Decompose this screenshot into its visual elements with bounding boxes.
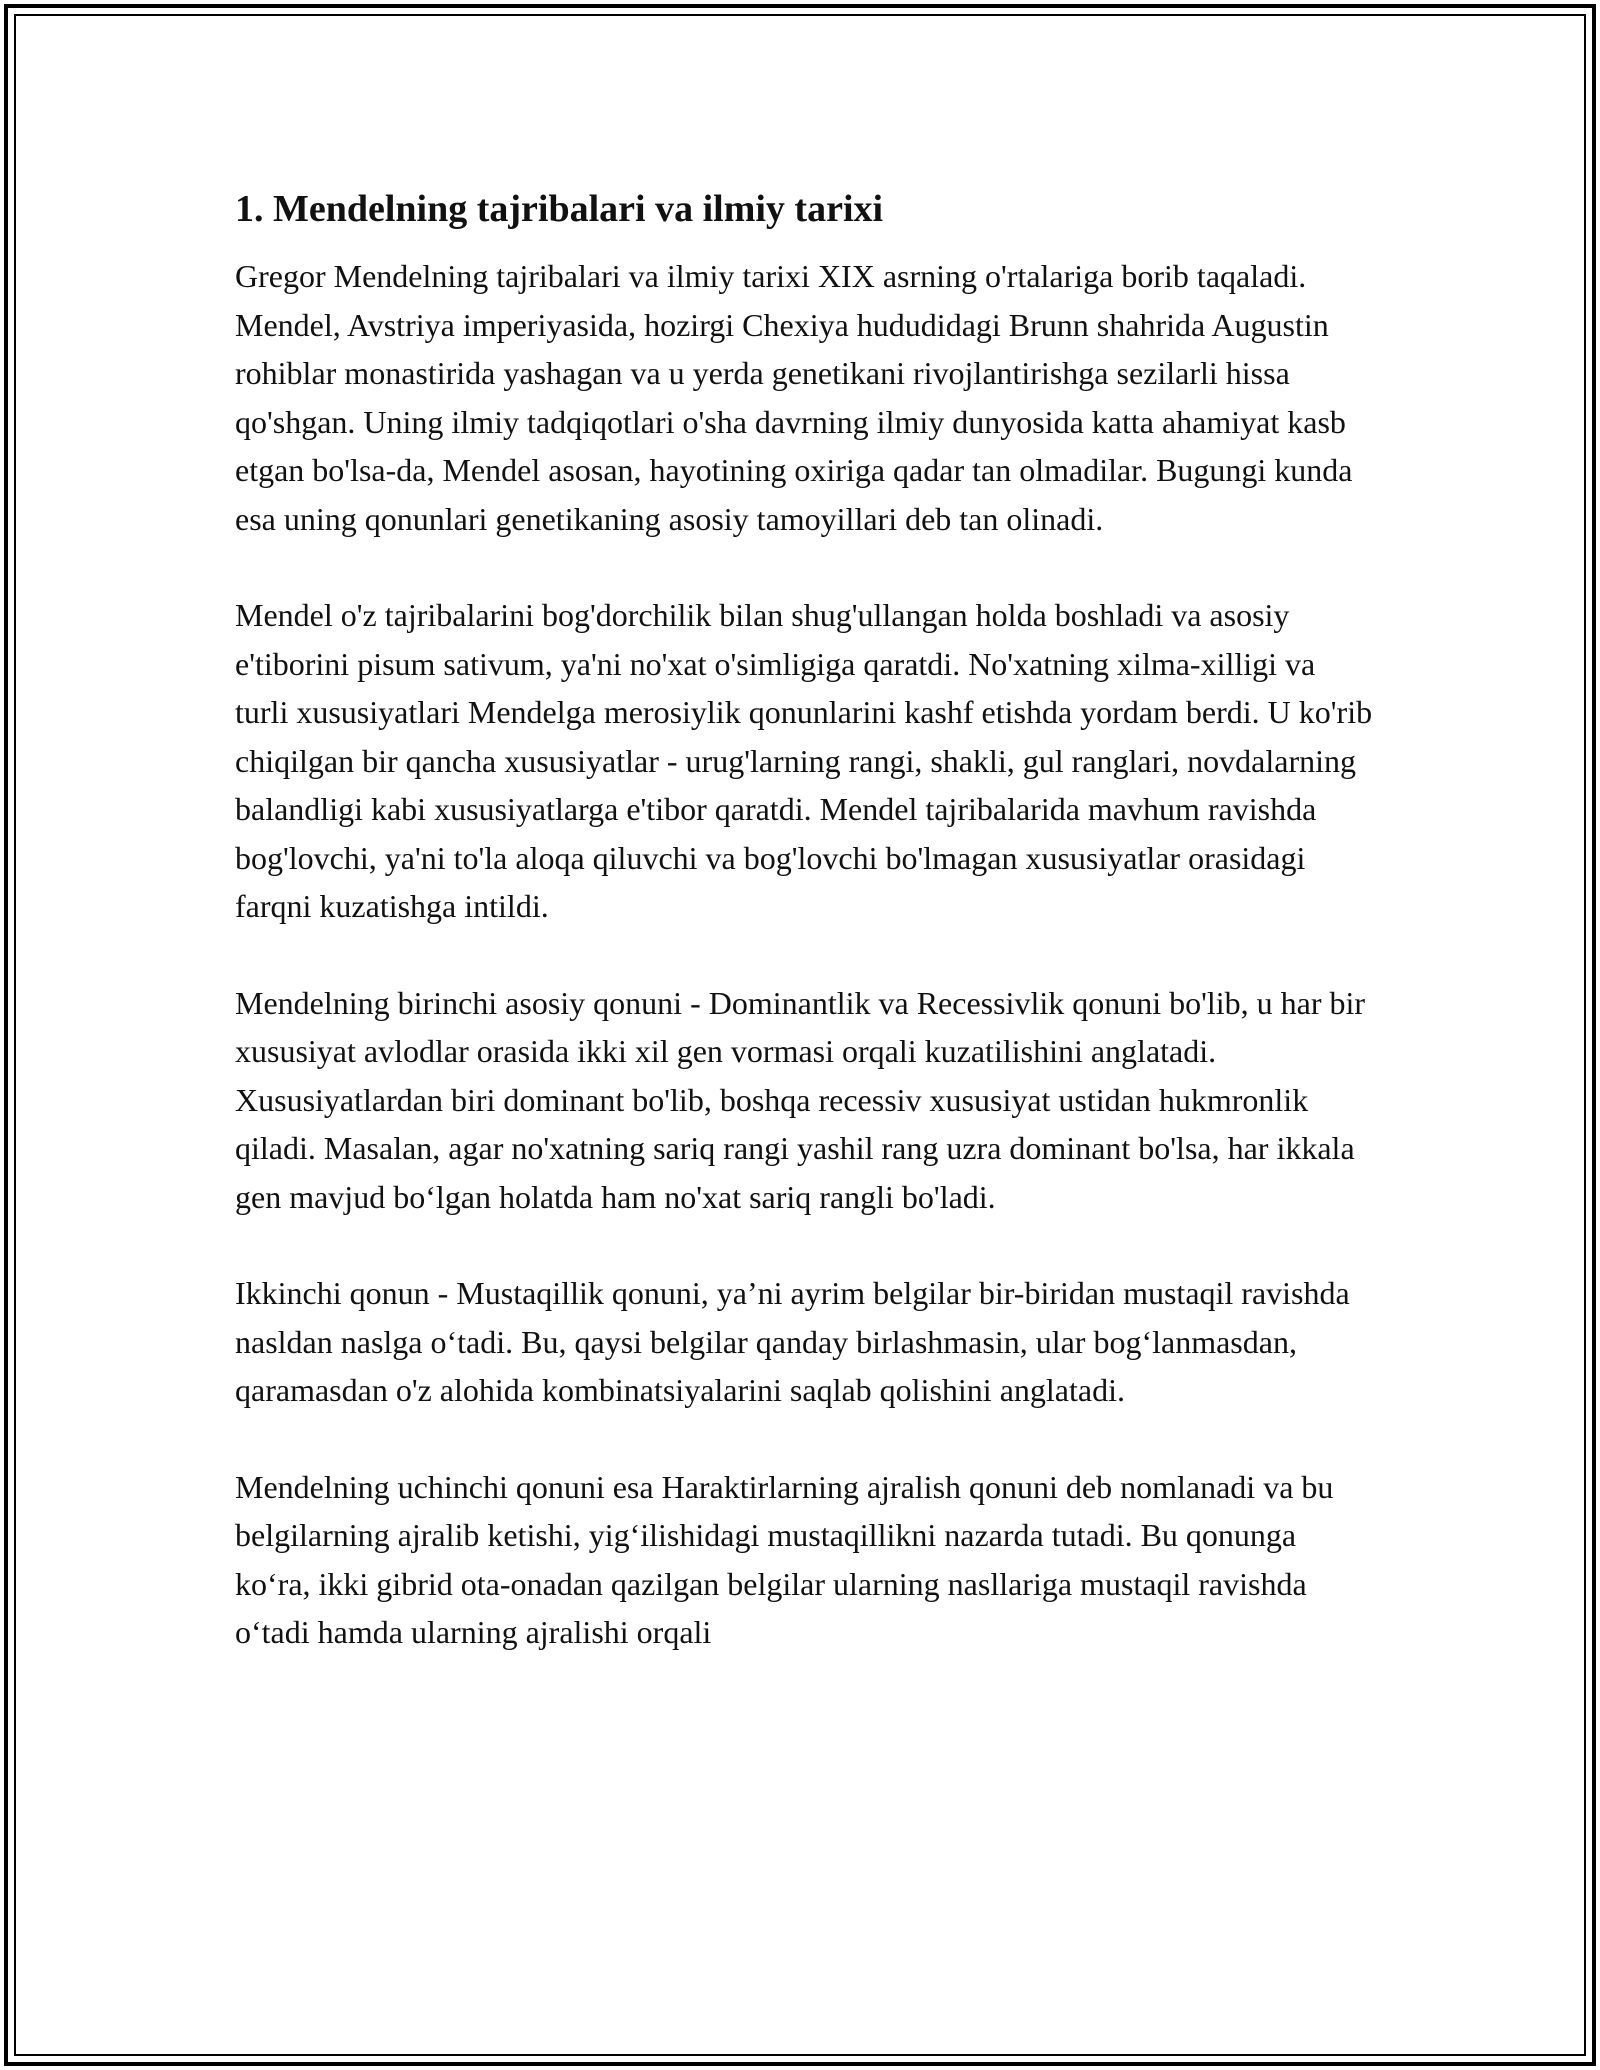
- paragraph-5: Mendelning uchinchi qonuni esa Haraktirlarning ajralish qonuni deb nomlanadi va bu belgilarning ajralib ketishi, yigʻilishidagi mustaqillikni nazarda tutadi. Bu qonunga koʻra, ikki gibrid ota-onadan qazilgan belgilar ularning nasllariga mustaqil ravishda oʻtadi hamda ularning ajralishi orqali: [235, 1468, 1334, 1650]
- paragraph-3: Mendelning birinchi asosiy qonuni - Dominantlik va Recessivlik qonuni bo'lib, u har bir xususiyat avlodlar orasida ikki xil gen vormasi orqali kuzatilishini anglatadi. Xususiyatlardan biri dominant bo'lib, boshqa recessiv xususiyat ustidan hukmronlik qiladi. Masalan, agar no'xatning sariq rangi yashil rang uzra dominant bo'lsa, har ikkala gen mavjud boʻlgan holatda ham no'xat sariq rangli bo'ladi.: [235, 984, 1366, 1215]
- document-body: [235, 185, 1375, 1705]
- paragraph-2: Mendel o'z tajribalarini bog'dorchilik bilan shug'ullangan holda boshladi va asosiy e'tiborini pisum sativum, ya'ni no'xat o'simligiga qaratdi. No'xatning xilma-xilligi va turli xususiyatlari Mendelga merosiylik qonunlarini kashf etishda yordam berdi. U ko'rib chiqilgan bir qancha xususiyatlar - urug'larning rangi, shakli, gul ranglari, novdalarning balandligi kabi xususiyatlarga e'tibor qaratdi. Mendel tajribalarida mavhum ravishda bog'lovchi, ya'ni to'la aloqa qiluvchi va bog'lovchi bo'lmagan xususiyatlar orasidagi farqni kuzatishga intildi.: [235, 597, 1373, 924]
- paragraph-1: Gregor Mendelning tajribalari va ilmiy tarixi XIX asrning o'rtalariga borib taqaladi. Mendel, Avstriya imperiyasida, hozirgi Chexiya hududidagi Brunn shahrida Augustin rohiblar monastirida yashagan va u yerda genetikani rivojlantirishga sezilarli hissa qo'shgan. Uning ilmiy tadqiqotlari o'sha davrning ilmiy dunyosida katta ahamiyat kasb etgan bo'lsa-da, Mendel asosan, hayotining oxiriga qadar tan olmadilar. Bugungi kunda esa uning qonunlari genetikaning asosiy tamoyillari deb tan olinadi.: [235, 258, 1353, 537]
- section-heading: 1. Mendelning tajribalari va ilmiy tarixi: [235, 188, 884, 230]
- paragraph-4: Ikkinchi qonun - Mustaqillik qonuni, ya’ni ayrim belgilar bir-biridan mustaqil ravishda nasldan naslga oʻtadi. Bu, qaysi belgilar qanday birlashmasin, ular bogʻlanmasdan, qaramasdan o'z alohida kombinatsiyalarini saqlab qolishini anglatadi.: [235, 1275, 1350, 1408]
